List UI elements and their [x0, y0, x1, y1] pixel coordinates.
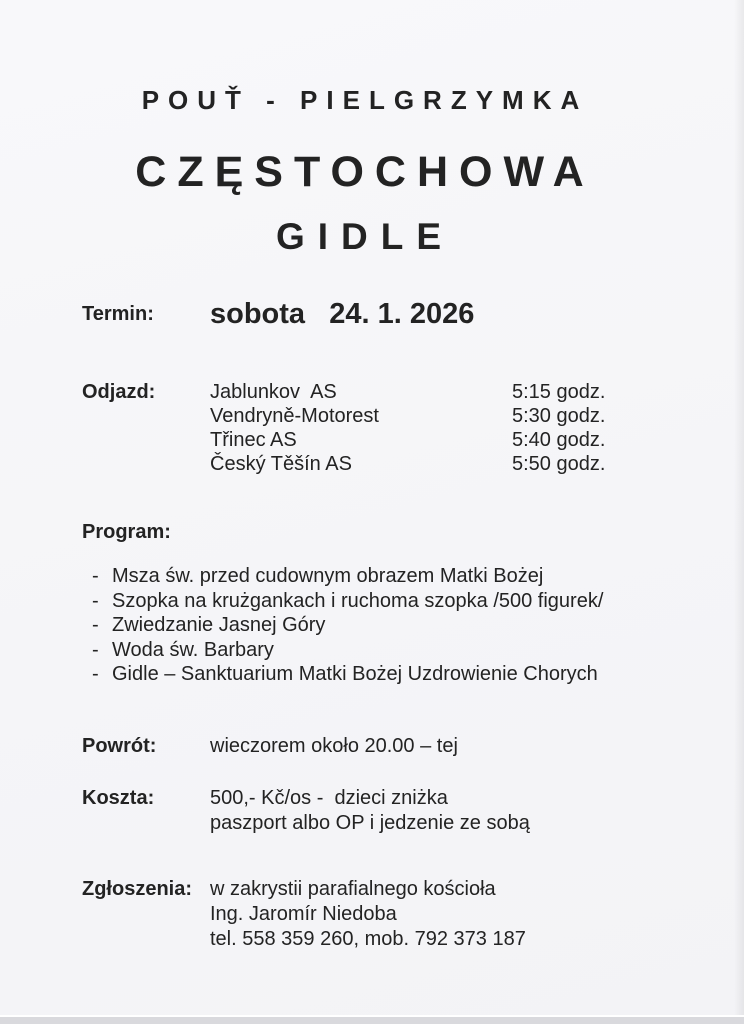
program-item-text: Szopka na krużgankach i ruchoma szopka /500 figurek/ — [112, 589, 604, 612]
list-dash: - — [92, 638, 99, 661]
termin-section — [82, 298, 684, 330]
program-item — [92, 564, 684, 589]
program-item — [92, 662, 684, 687]
koszta-details — [210, 786, 530, 836]
zgloszenia-contact-name: Ing. Jaromír Niedoba — [210, 902, 397, 925]
koszta-price-line: 500,- Kč/os - dzieci zniżka — [210, 786, 448, 809]
program-item-text: Gidle – Sanktuarium Matki Bożej Uzdrowienie Chorych — [112, 663, 598, 685]
zgloszenia-place-line: w zakrystii parafialnego kościoła — [210, 877, 496, 900]
stop-place: Jablunkov AS — [210, 381, 337, 403]
title-czestochowa: CZĘSTOCHOWA — [135, 148, 595, 196]
zgloszenia-section — [82, 877, 684, 952]
list-dash: - — [92, 614, 99, 636]
termin-value: sobota 24. 1. 2026 — [210, 298, 475, 330]
program-label: Program: — [82, 521, 171, 543]
scan-bottom-edge — [0, 1015, 744, 1024]
program-item-text: Msza św. przed cudownym obrazem Matki Bożej — [112, 565, 544, 587]
koszta-label: Koszta: — [82, 786, 155, 809]
stop-place: Vendryně-Motorest — [210, 405, 379, 427]
zgloszenia-label: Zgłoszenia: — [82, 877, 193, 900]
departure-stop — [210, 428, 684, 452]
title-gidle: GIDLE — [275, 216, 455, 257]
odjazd-label: Odjazd: — [82, 381, 156, 403]
departure-stop — [210, 452, 684, 476]
document-header — [82, 0, 684, 256]
program-item — [92, 589, 684, 614]
termin-label: Termin: — [82, 303, 154, 325]
odjazd-section — [82, 380, 684, 476]
program-item-text: Zwiedzanie Jasnej Góry — [112, 614, 326, 636]
program-section-header — [82, 520, 684, 544]
departure-stop — [210, 404, 684, 428]
zgloszenia-details — [210, 877, 526, 952]
list-dash: - — [92, 589, 99, 612]
list-dash: - — [92, 663, 99, 685]
zgloszenia-phone-line: tel. 558 359 260, mob. 792 373 187 — [210, 927, 526, 950]
title-pout-pielgrzymka: POUŤ - PIELGRZYMKA — [141, 85, 589, 115]
stop-time: 5:15 godz. — [512, 381, 606, 403]
koszta-note-line: paszport albo OP i jedzenie ze sobą — [210, 811, 530, 834]
program-item-text: Woda św. Barbary — [112, 638, 274, 661]
departure-list — [210, 380, 684, 476]
powrot-section — [82, 734, 684, 758]
koszta-section — [82, 786, 684, 836]
stop-time: 5:50 godz. — [512, 453, 606, 475]
stop-time: 5:30 godz. — [512, 405, 606, 427]
departure-stop — [210, 380, 684, 404]
program-item — [92, 638, 684, 663]
stop-place: Český Těšín AS — [210, 453, 352, 475]
powrot-value: wieczorem około 20.00 – tej — [210, 734, 458, 757]
stop-place: Třinec AS — [210, 429, 297, 451]
stop-time: 5:40 godz. — [512, 429, 606, 451]
program-item — [92, 613, 684, 638]
program-list — [82, 564, 684, 687]
powrot-label: Powrót: — [82, 734, 157, 757]
list-dash: - — [92, 565, 99, 587]
